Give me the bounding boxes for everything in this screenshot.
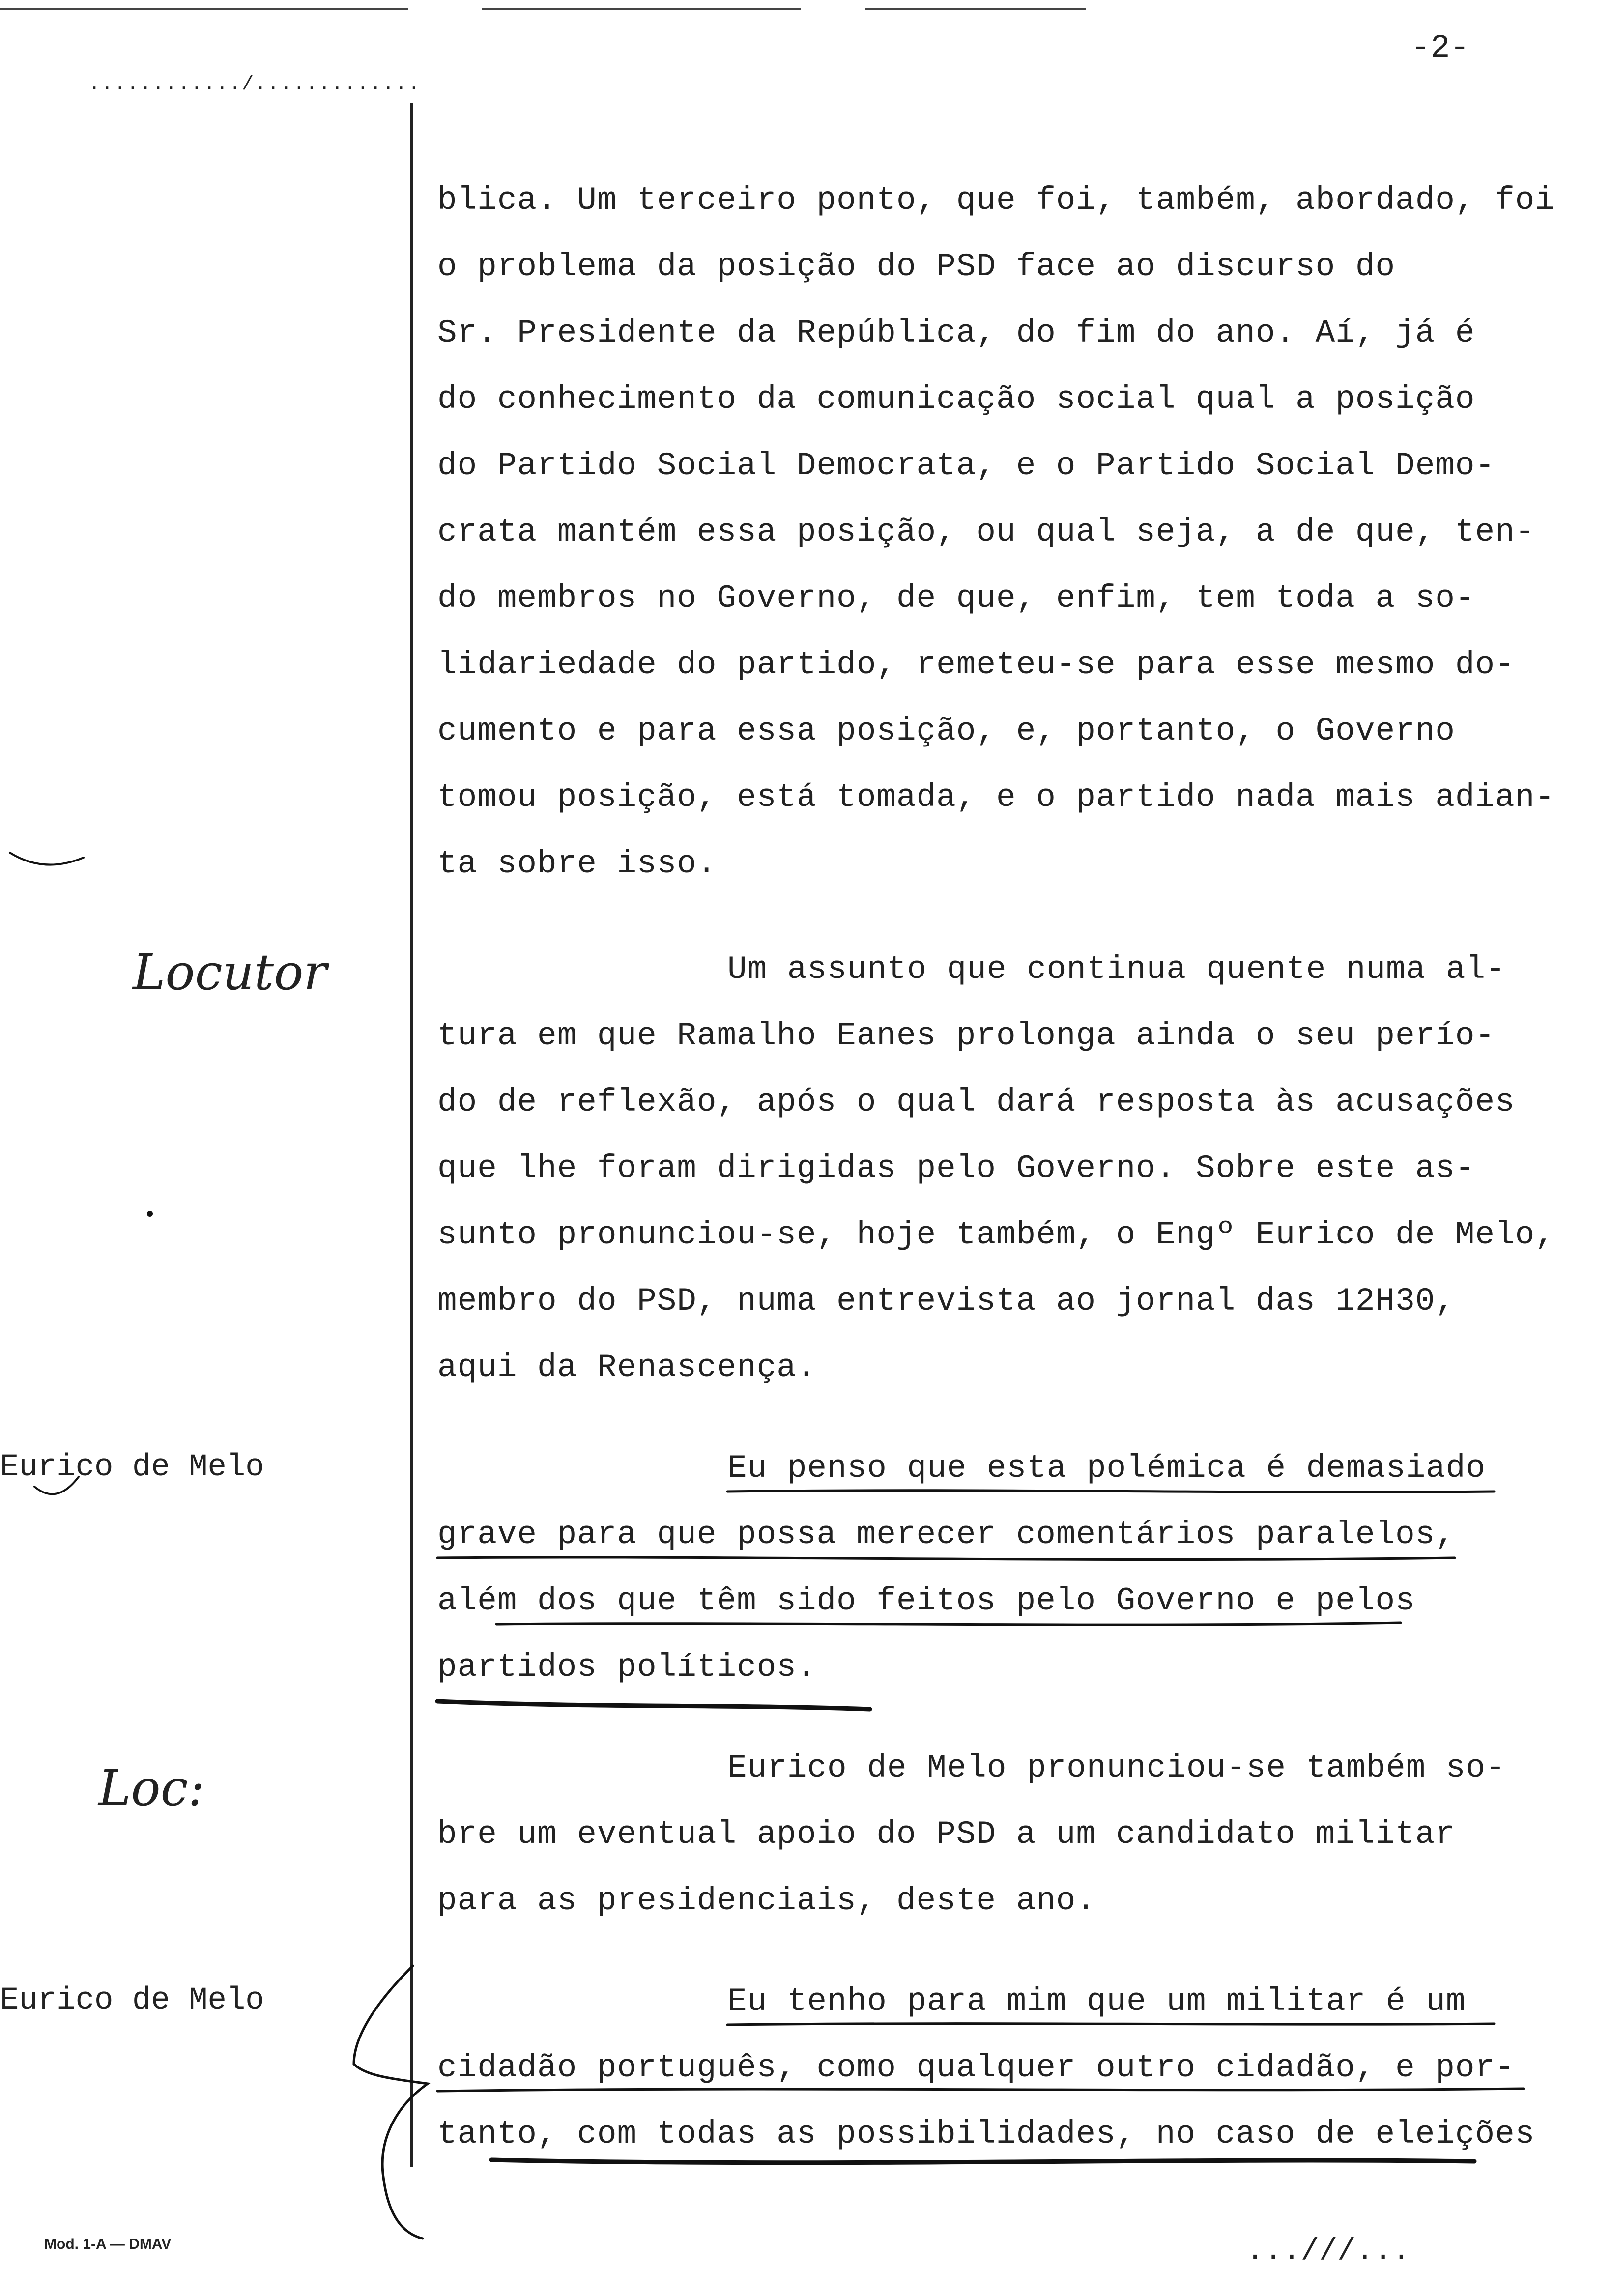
underline-mark: [437, 2089, 1524, 2091]
text-line: cumento e para essa posição, e, portanto, o Governo: [437, 713, 1455, 749]
text-line: tomou posição, está tomada, e o partido nada mais adian-: [437, 779, 1555, 816]
text-line: sunto pronunciou-se, hoje também, o Engº Eurico de Melo,: [437, 1216, 1555, 1253]
speaker-locutor-handwritten: Locutor: [133, 944, 327, 1001]
text-line: Um assunto que continua quente numa al-: [727, 951, 1506, 988]
text-line: além dos que têm sido feitos pelo Governo e pelos: [437, 1582, 1415, 1619]
underline-mark: [491, 2160, 1474, 2163]
top-rule: [482, 8, 801, 10]
speaker-loc-handwritten: Loc:: [98, 1759, 205, 1817]
text-line: membro do PSD, numa entrevista ao jornal das 12H30,: [437, 1283, 1455, 1320]
underline-mark: [437, 1557, 1455, 1560]
underline-mark: [496, 1623, 1401, 1625]
text-line: partidos políticos.: [437, 1649, 817, 1686]
text-line: Eu tenho para mim que um militar é um: [727, 1983, 1466, 2020]
text-line: blica. Um terceiro ponto, que foi, também, abordado, foi: [437, 182, 1555, 219]
underline-mark: [437, 1701, 870, 1709]
text-line: grave para que possa merecer comentários paralelos,: [437, 1516, 1455, 1553]
text-line: lidariedade do partido, remeteu-se para esse mesmo do-: [437, 646, 1515, 683]
text-line: que lhe foram dirigidas pelo Governo. Sobre este as-: [437, 1150, 1475, 1187]
text-line: para as presidenciais, deste ano.: [437, 1882, 1096, 1919]
top-rule: [0, 8, 408, 10]
text-line: cidadão português, como qualquer outro cidadão, e por-: [437, 2049, 1515, 2086]
text-line: ta sobre isso.: [437, 845, 717, 882]
page-ref-dots: ............/.............: [88, 74, 421, 96]
text-line: do Partido Social Democrata, e o Partido Social Demo-: [437, 447, 1496, 484]
form-code: Mod. 1-A — DMAV: [44, 2236, 172, 2252]
margin-rule: [410, 103, 413, 2167]
text-line: bre um eventual apoio do PSD a um candidato militar: [437, 1816, 1455, 1853]
text-line: o problema da posição do PSD face ao discurso do: [437, 248, 1396, 285]
text-line: Sr. Presidente da República, do fim do ano. Aí, já é: [437, 315, 1475, 351]
text-line: do conhecimento da comunicação social qual a posição: [437, 381, 1475, 418]
stray-mark: [10, 853, 84, 864]
text-line: do de reflexão, após o qual dará resposta às acusações: [437, 1084, 1515, 1120]
stray-dot-mark: [147, 1211, 153, 1217]
text-line: aqui da Renascença.: [437, 1349, 817, 1386]
text-line: crata mantém essa posição, ou qual seja, a de que, ten-: [437, 514, 1535, 550]
text-line: do membros no Governo, de que, enfim, tem toda a so-: [437, 580, 1475, 617]
text-line: Eurico de Melo pronunciou-se também so-: [727, 1750, 1506, 1786]
margin-bracket-mark: [354, 1966, 428, 2239]
text-line: tura em que Ramalho Eanes prolonga ainda o seu perío-: [437, 1017, 1496, 1054]
text-line: Eu penso que esta polémica é demasiado: [727, 1450, 1486, 1487]
underline-mark: [727, 2024, 1494, 2025]
underline-mark: [727, 1491, 1494, 1492]
page-number: -2-: [1411, 29, 1469, 66]
speaker-eurico-de-melo: Eurico de Melo: [0, 1983, 264, 2018]
text-line: tanto, com todas as possibilidades, no caso de eleições: [437, 2116, 1535, 2152]
continuation-mark: ...///...: [1246, 2234, 1410, 2268]
top-rule: [865, 8, 1086, 10]
speaker-eurico-de-melo: Eurico de Melo: [0, 1450, 264, 1485]
